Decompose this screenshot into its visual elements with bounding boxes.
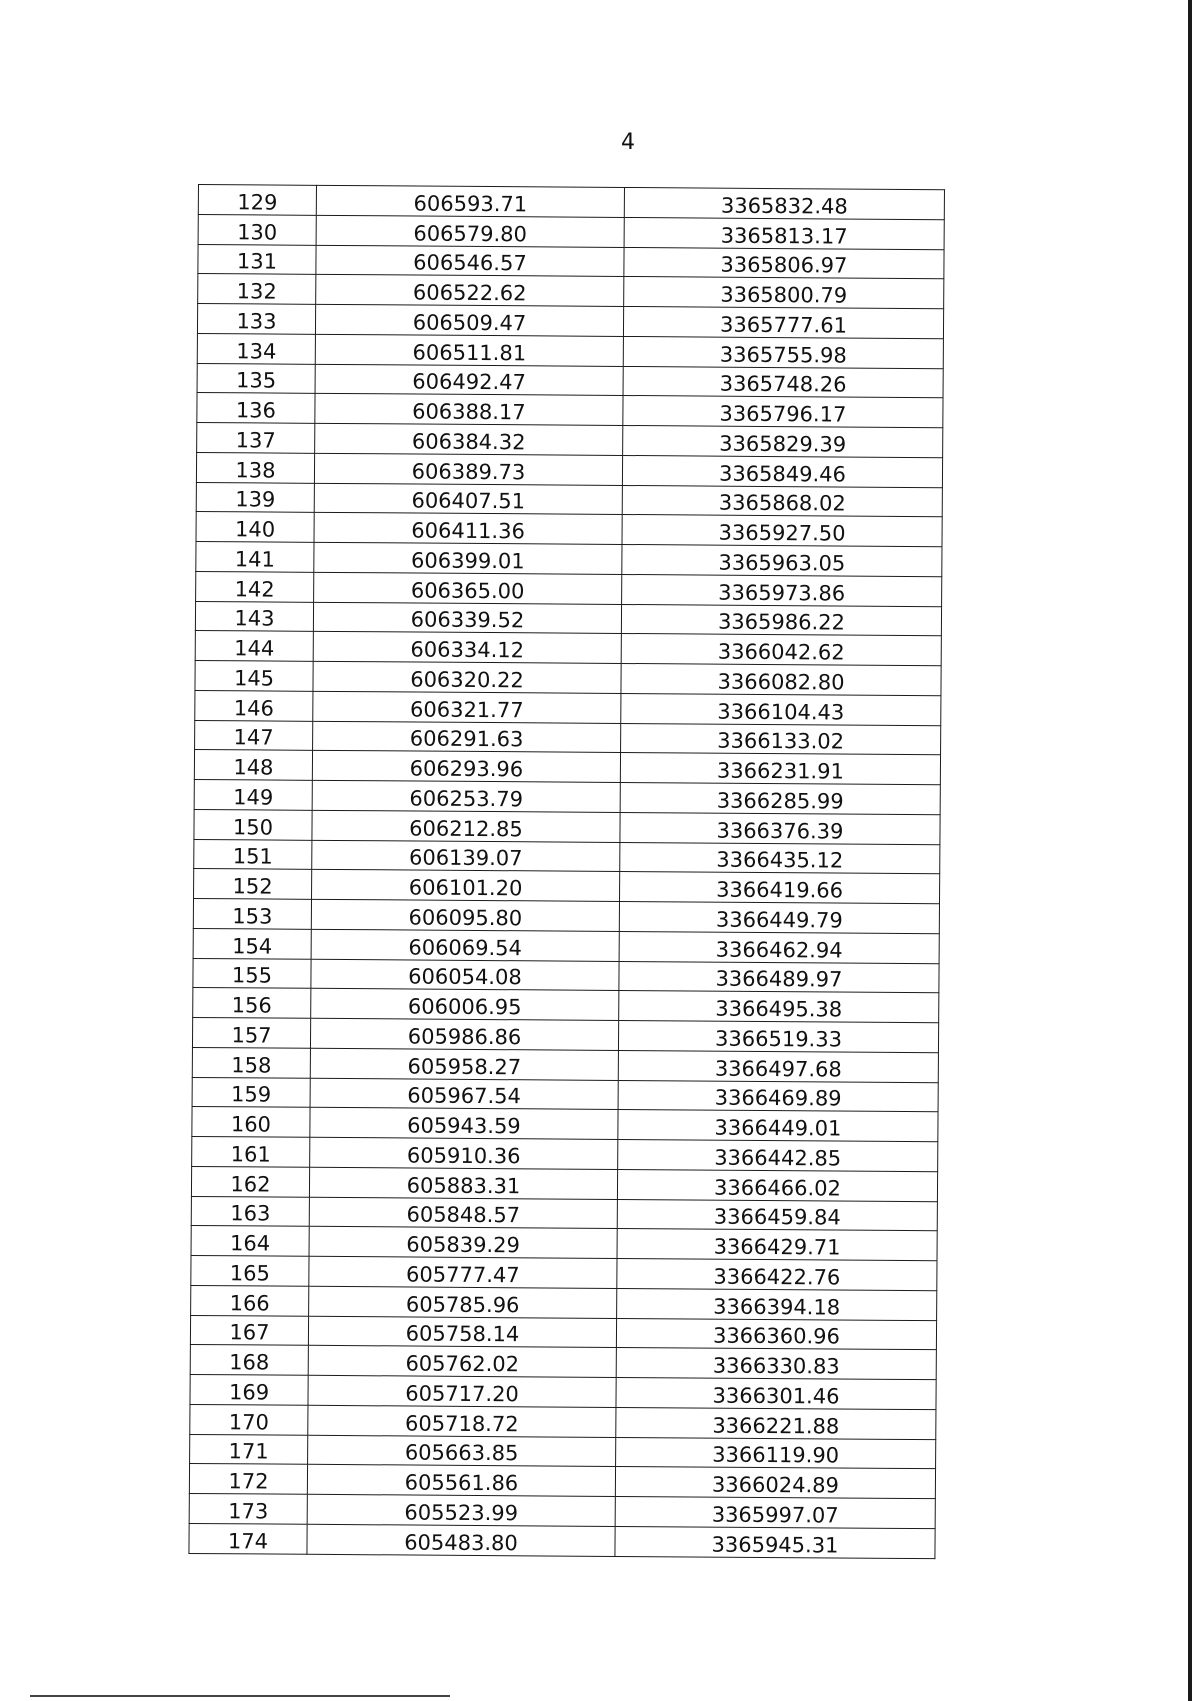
y-coordinate-cell: 3366469.89 — [618, 1080, 938, 1112]
y-coordinate-cell: 3365829.39 — [623, 425, 943, 457]
x-coordinate-cell: 606212.85 — [312, 810, 620, 842]
point-index-cell: 160 — [192, 1107, 310, 1138]
point-index-cell: 135 — [197, 363, 315, 394]
coordinate-table — [188, 184, 945, 1559]
x-coordinate-cell: 606388.17 — [315, 394, 623, 426]
point-index-cell: 136 — [197, 393, 315, 424]
x-coordinate-cell: 605523.99 — [307, 1494, 615, 1526]
y-coordinate-cell: 3366466.02 — [617, 1169, 937, 1201]
point-index-cell: 140 — [196, 512, 314, 543]
x-coordinate-cell: 606339.52 — [313, 602, 621, 634]
x-coordinate-cell: 605561.86 — [307, 1465, 615, 1497]
x-coordinate-cell: 605839.29 — [309, 1227, 617, 1259]
point-index-cell: 130 — [198, 214, 316, 245]
x-coordinate-cell: 606101.20 — [312, 870, 620, 902]
point-index-cell: 157 — [192, 1017, 310, 1048]
x-coordinate-cell: 606139.07 — [312, 840, 620, 872]
point-index-cell: 174 — [189, 1523, 307, 1554]
y-coordinate-cell: 3366419.66 — [620, 872, 940, 904]
point-index-cell: 155 — [193, 958, 311, 989]
point-index-cell: 167 — [190, 1315, 308, 1346]
y-coordinate-cell: 3366082.80 — [621, 663, 941, 695]
y-coordinate-cell: 3366449.79 — [619, 901, 939, 933]
point-index-cell: 156 — [193, 988, 311, 1019]
x-coordinate-cell: 606411.36 — [314, 513, 622, 545]
y-coordinate-cell: 3365868.02 — [622, 485, 942, 517]
y-coordinate-cell: 3366285.99 — [620, 782, 940, 814]
x-coordinate-cell: 606509.47 — [315, 304, 623, 336]
point-index-cell: 141 — [196, 541, 314, 572]
point-index-cell: 171 — [190, 1434, 308, 1465]
x-coordinate-cell: 605777.47 — [309, 1256, 617, 1288]
table-row — [189, 1523, 935, 1558]
page-edge-shadow — [1188, 0, 1192, 1701]
y-coordinate-cell: 3366231.91 — [620, 753, 940, 785]
y-coordinate-cell: 3366489.97 — [619, 961, 939, 993]
y-coordinate-cell: 3366301.46 — [616, 1377, 936, 1409]
y-coordinate-cell: 3366435.12 — [620, 842, 940, 874]
x-coordinate-cell: 605663.85 — [308, 1435, 616, 1467]
x-coordinate-cell: 606546.57 — [316, 245, 624, 277]
y-coordinate-cell: 3366462.94 — [619, 931, 939, 963]
x-coordinate-cell: 606389.73 — [314, 453, 622, 485]
x-coordinate-cell: 605762.02 — [308, 1346, 616, 1378]
point-index-cell: 169 — [190, 1374, 308, 1405]
x-coordinate-cell: 606365.00 — [314, 572, 622, 604]
y-coordinate-cell: 3365748.26 — [623, 366, 943, 398]
point-index-cell: 138 — [196, 452, 314, 483]
point-index-cell: 151 — [194, 839, 312, 870]
point-index-cell: 165 — [191, 1255, 309, 1286]
point-index-cell: 143 — [195, 601, 313, 632]
page-number: 4 — [621, 130, 635, 155]
y-coordinate-cell: 3366042.62 — [621, 634, 941, 666]
x-coordinate-cell: 605958.27 — [310, 1048, 618, 1080]
x-coordinate-cell: 606511.81 — [315, 334, 623, 366]
point-index-cell: 148 — [194, 750, 312, 781]
y-coordinate-cell: 3366422.76 — [617, 1258, 937, 1290]
x-coordinate-cell: 606334.12 — [313, 632, 621, 664]
x-coordinate-cell: 606399.01 — [314, 542, 622, 574]
point-index-cell: 142 — [196, 571, 314, 602]
x-coordinate-cell: 605986.86 — [310, 1018, 618, 1050]
y-coordinate-cell: 3365986.22 — [621, 604, 941, 636]
x-coordinate-cell: 606522.62 — [316, 275, 624, 307]
page-bottom-mark — [30, 1695, 450, 1697]
y-coordinate-cell: 3365796.17 — [623, 396, 943, 428]
point-index-cell: 161 — [192, 1136, 310, 1167]
point-index-cell: 173 — [189, 1493, 307, 1524]
x-coordinate-cell: 606054.08 — [311, 959, 619, 991]
y-coordinate-cell: 3366497.68 — [618, 1050, 938, 1082]
x-coordinate-cell: 605943.59 — [310, 1108, 618, 1140]
y-coordinate-cell: 3366442.85 — [618, 1139, 938, 1171]
point-index-cell: 129 — [198, 185, 316, 216]
y-coordinate-cell: 3365963.05 — [622, 544, 942, 576]
y-coordinate-cell: 3365973.86 — [622, 574, 942, 606]
y-coordinate-cell: 3365997.07 — [615, 1496, 935, 1528]
x-coordinate-cell: 605883.31 — [309, 1167, 617, 1199]
point-index-cell: 163 — [191, 1196, 309, 1227]
x-coordinate-cell: 606407.51 — [314, 483, 622, 515]
x-coordinate-cell: 606291.63 — [313, 721, 621, 753]
point-index-cell: 150 — [194, 809, 312, 840]
y-coordinate-cell: 3366519.33 — [618, 1020, 938, 1052]
x-coordinate-cell: 605910.36 — [310, 1137, 618, 1169]
x-coordinate-cell: 606492.47 — [315, 364, 623, 396]
point-index-cell: 172 — [189, 1464, 307, 1495]
point-index-cell: 147 — [195, 720, 313, 751]
y-coordinate-cell: 3366330.83 — [616, 1348, 936, 1380]
point-index-cell: 145 — [195, 660, 313, 691]
x-coordinate-cell: 606320.22 — [313, 661, 621, 693]
point-index-cell: 139 — [196, 482, 314, 513]
point-index-cell: 162 — [191, 1166, 309, 1197]
x-coordinate-cell: 606095.80 — [311, 899, 619, 931]
y-coordinate-cell: 3365849.46 — [622, 455, 942, 487]
y-coordinate-cell: 3365806.97 — [624, 247, 944, 279]
y-coordinate-cell: 3365777.61 — [623, 306, 943, 338]
y-coordinate-cell: 3366104.43 — [621, 693, 941, 725]
y-coordinate-cell: 3366449.01 — [618, 1110, 938, 1142]
point-index-cell: 170 — [190, 1404, 308, 1435]
y-coordinate-cell: 3365813.17 — [624, 217, 944, 249]
point-index-cell: 152 — [194, 869, 312, 900]
point-index-cell: 154 — [193, 928, 311, 959]
point-index-cell: 133 — [197, 304, 315, 335]
x-coordinate-cell: 605848.57 — [309, 1197, 617, 1229]
x-coordinate-cell: 605718.72 — [308, 1405, 616, 1437]
point-index-cell: 168 — [190, 1345, 308, 1376]
point-index-cell: 149 — [194, 779, 312, 810]
x-coordinate-cell: 605758.14 — [308, 1316, 616, 1348]
x-coordinate-cell: 606253.79 — [312, 780, 620, 812]
x-coordinate-cell: 605717.20 — [308, 1375, 616, 1407]
y-coordinate-cell: 3366376.39 — [620, 812, 940, 844]
x-coordinate-cell: 606593.71 — [316, 185, 624, 217]
y-coordinate-cell: 3365755.98 — [623, 336, 943, 368]
x-coordinate-cell: 606321.77 — [313, 691, 621, 723]
y-coordinate-cell: 3365945.31 — [615, 1526, 935, 1558]
point-index-cell: 153 — [193, 898, 311, 929]
x-coordinate-cell: 605483.80 — [307, 1524, 615, 1556]
x-coordinate-cell: 606579.80 — [316, 215, 624, 247]
y-coordinate-cell: 3366495.38 — [619, 991, 939, 1023]
point-index-cell: 144 — [195, 631, 313, 662]
y-coordinate-cell: 3365832.48 — [624, 187, 944, 219]
point-index-cell: 131 — [198, 244, 316, 275]
point-index-cell: 159 — [192, 1077, 310, 1108]
point-index-cell: 166 — [191, 1285, 309, 1316]
point-index-cell: 134 — [197, 333, 315, 364]
y-coordinate-cell: 3365800.79 — [624, 277, 944, 309]
y-coordinate-cell: 3366024.89 — [615, 1467, 935, 1499]
point-index-cell: 137 — [197, 422, 315, 453]
y-coordinate-cell: 3366429.71 — [617, 1229, 937, 1261]
point-index-cell: 158 — [192, 1047, 310, 1078]
x-coordinate-cell: 606069.54 — [311, 929, 619, 961]
x-coordinate-cell: 606006.95 — [311, 989, 619, 1021]
x-coordinate-cell: 606293.96 — [312, 751, 620, 783]
y-coordinate-cell: 3366221.88 — [616, 1407, 936, 1439]
point-index-cell: 146 — [195, 690, 313, 721]
point-index-cell: 132 — [198, 274, 316, 305]
x-coordinate-cell: 606384.32 — [315, 423, 623, 455]
y-coordinate-cell: 3366459.84 — [617, 1199, 937, 1231]
y-coordinate-cell: 3365927.50 — [622, 515, 942, 547]
point-index-cell: 164 — [191, 1226, 309, 1257]
y-coordinate-cell: 3366394.18 — [617, 1288, 937, 1320]
y-coordinate-cell: 3366360.96 — [616, 1318, 936, 1350]
y-coordinate-cell: 3366119.90 — [616, 1437, 936, 1469]
y-coordinate-cell: 3366133.02 — [621, 723, 941, 755]
x-coordinate-cell: 605785.96 — [309, 1286, 617, 1318]
coordinate-table-body — [189, 185, 945, 1559]
x-coordinate-cell: 605967.54 — [310, 1078, 618, 1110]
